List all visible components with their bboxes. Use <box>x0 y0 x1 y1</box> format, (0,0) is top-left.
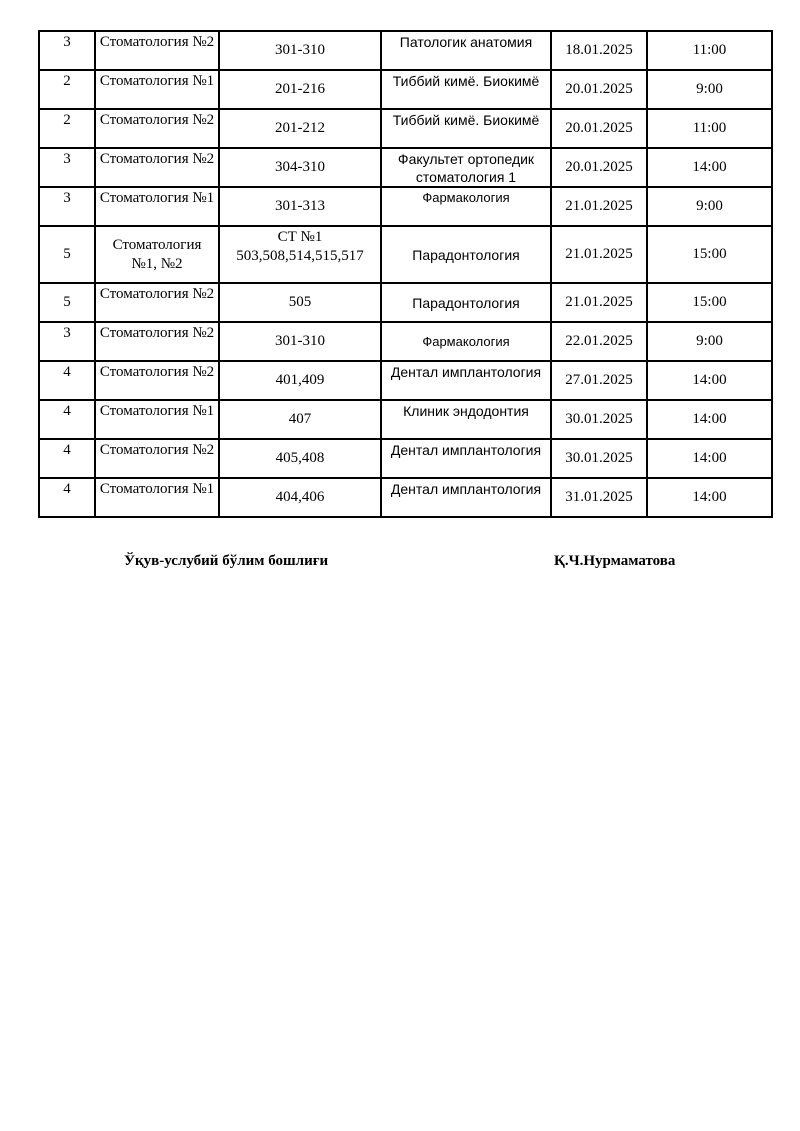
course-cell: 3 <box>39 31 95 70</box>
subject-cell: Патологик анатомия <box>381 31 551 70</box>
date-cell: 21.01.2025 <box>551 187 647 226</box>
table-row <box>39 478 772 517</box>
course-cell: 4 <box>39 400 95 439</box>
table-row <box>39 283 772 322</box>
course-cell: 2 <box>39 109 95 148</box>
table-row <box>39 400 772 439</box>
subject-cell: Клиник эндодонтия <box>381 400 551 439</box>
table-row <box>39 31 772 70</box>
subject-cell: Парадонтология <box>381 283 551 322</box>
subject-cell: Дентал имплантология <box>381 361 551 400</box>
table-row <box>39 361 772 400</box>
time-cell: 9:00 <box>647 322 772 361</box>
signer-position: Ўқув-услубий бўлим бошлиғи <box>124 553 329 569</box>
time-cell: 14:00 <box>647 148 772 187</box>
table-row <box>39 109 772 148</box>
date-cell: 21.01.2025 <box>551 226 647 283</box>
faculty-cell: Стоматология №1 <box>95 187 219 226</box>
time-cell: 14:00 <box>647 361 772 400</box>
time-cell: 9:00 <box>647 70 772 109</box>
subject-cell: Дентал имплантология <box>381 439 551 478</box>
time-cell: 14:00 <box>647 478 772 517</box>
groups-cell: 407 <box>219 400 381 439</box>
groups-cell: 405,408 <box>219 439 381 478</box>
subject-cell: Парадонтология <box>381 226 551 283</box>
course-cell: 3 <box>39 187 95 226</box>
faculty-cell: Стоматология №2 <box>95 439 219 478</box>
time-cell: 14:00 <box>647 439 772 478</box>
time-cell: 14:00 <box>647 400 772 439</box>
date-cell: 20.01.2025 <box>551 109 647 148</box>
faculty-cell: Стоматология №2 <box>95 148 219 187</box>
time-cell: 11:00 <box>647 31 772 70</box>
course-cell: 2 <box>39 70 95 109</box>
faculty-cell: Стоматология №2 <box>95 322 219 361</box>
date-cell: 20.01.2025 <box>551 148 647 187</box>
date-cell: 30.01.2025 <box>551 439 647 478</box>
subject-cell: Фармакология <box>381 187 551 226</box>
subject-cell: Факультет ортопедик стоматология 1 <box>381 148 551 187</box>
table-row <box>39 226 772 283</box>
exam-schedule-table <box>38 30 773 518</box>
faculty-cell: Стоматология №2 <box>95 361 219 400</box>
table-row <box>39 70 772 109</box>
date-cell: 21.01.2025 <box>551 283 647 322</box>
table-row <box>39 187 772 226</box>
table-row <box>39 148 772 187</box>
time-cell: 9:00 <box>647 187 772 226</box>
groups-cell: 201-212 <box>219 109 381 148</box>
faculty-cell: Стоматология №1 <box>95 400 219 439</box>
faculty-cell: Стоматология №2 <box>95 31 219 70</box>
course-cell: 3 <box>39 322 95 361</box>
groups-cell: 301-310 <box>219 322 381 361</box>
date-cell: 30.01.2025 <box>551 400 647 439</box>
signer-name: Қ.Ч.Нурмаматова <box>554 553 676 569</box>
faculty-cell: Стоматология №1 <box>95 70 219 109</box>
date-cell: 18.01.2025 <box>551 31 647 70</box>
date-cell: 22.01.2025 <box>551 322 647 361</box>
faculty-cell: Стоматология №2 <box>95 283 219 322</box>
faculty-cell: Стоматология №2 <box>95 109 219 148</box>
date-cell: 27.01.2025 <box>551 361 647 400</box>
date-cell: 31.01.2025 <box>551 478 647 517</box>
subject-cell: Дентал имплантология <box>381 478 551 517</box>
subject-cell: Тиббий кимё. Биокимё <box>381 70 551 109</box>
table-row <box>39 439 772 478</box>
faculty-cell: Стоматология №1, №2 <box>95 226 219 283</box>
course-cell: 4 <box>39 361 95 400</box>
groups-cell: 404,406 <box>219 478 381 517</box>
course-cell: 5 <box>39 283 95 322</box>
groups-cell: 301-313 <box>219 187 381 226</box>
groups-cell: 304-310 <box>219 148 381 187</box>
course-cell: 3 <box>39 148 95 187</box>
groups-cell: 401,409 <box>219 361 381 400</box>
course-cell: 4 <box>39 478 95 517</box>
groups-cell: 505 <box>219 283 381 322</box>
table-row <box>39 322 772 361</box>
groups-cell: 201-216 <box>219 70 381 109</box>
groups-cell: 301-310 <box>219 31 381 70</box>
subject-cell: Тиббий кимё. Биокимё <box>381 109 551 148</box>
groups-cell: СТ №1 503,508,514,515,517 <box>219 226 381 283</box>
course-cell: 5 <box>39 226 95 283</box>
time-cell: 11:00 <box>647 109 772 148</box>
subject-cell: Фармакология <box>381 322 551 361</box>
date-cell: 20.01.2025 <box>551 70 647 109</box>
faculty-cell: Стоматология №1 <box>95 478 219 517</box>
time-cell: 15:00 <box>647 226 772 283</box>
course-cell: 4 <box>39 439 95 478</box>
time-cell: 15:00 <box>647 283 772 322</box>
